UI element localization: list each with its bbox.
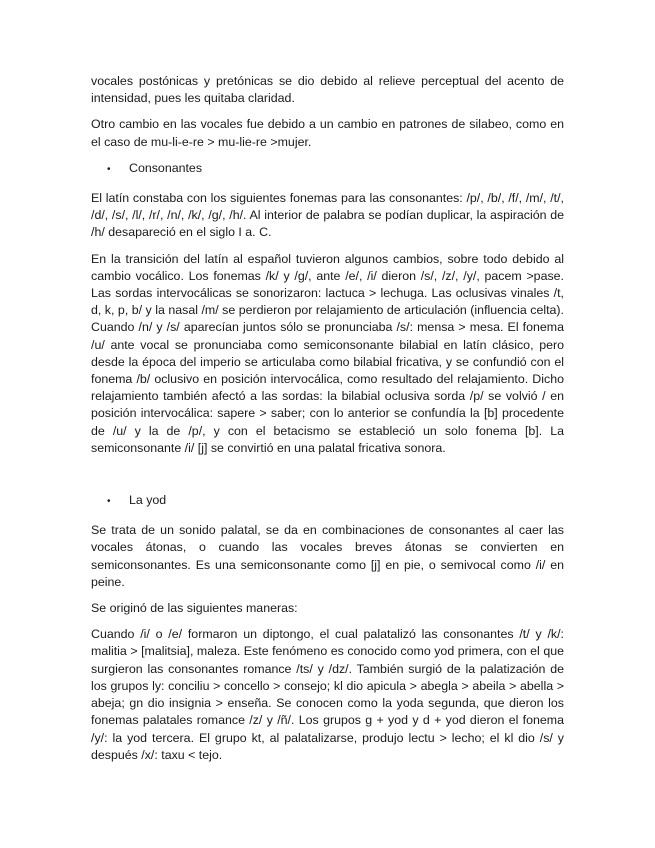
paragraph-vowels-intensity: vocales postónicas y pretónicas se dio debido al relieve perceptual del acento de intensidad, pues les quitaba claridad.: [91, 74, 564, 106]
paragraph-transition: En la transición del latín al español tuvieron algunos cambios, sobre todo debido al cambio vocálico. Los fonemas /k/ y /g/, ante /e/, /i/ dieron /s/, /z/, /y/, pacem >pase. Las sordas intervocálicas se sonorizaron: lactuca > lechuga. Las oclusivas vinales /t, d, k, p, b/ y la nasal /m/ se perdieron por relajamiento de articulación (influencia celta). Cuando /n/ y /s/ aparecían juntos sólo se pronunciaba /s/: mensa > mesa. El fonema /u/ ante vocal se pronunciaba como semiconsonante bilabial en latín clásico, pero desde la época del imperio se articulaba como bilabial fricativa, y se confundió con el fonema /b/ oclusivo en posición intervocálica, como resultado del relajamiento. Dicho relajamiento también afectó a las sordas: la bilabial oclusiva sorda /p/ se volvió / en posición intervocálica: sapere > saber; con lo anterior se confundía la [b] procedente de /u/ y la de /p/, y con el betacismo se estableció un solo fonema [b]. La semiconsonante /i/ [j] se convirtió en una palatal fricativa sonora.: [91, 251, 564, 455]
bullet-la-yod: [91, 492, 564, 510]
paragraph-yod-origins: Cuando /i/ o /e/ formaron un diptongo, el cual palatalizó las consonantes /t/ y /k/: malitia > [malitsia], maleza. Este fenómeno es conocido como yod primera, con el que surgieron las consonantes romance /ts/ y /dz/. También surgió de la palatización de los grupos ly: conciliu > concello > consejo; kl dio apicula > abegla > abeila > abella > abeja; gn dio insignia > enseña. Se conocen como la yoda segunda, que dieron los fonemas palatales romance /z/ y /ñ/. Los grupos g + yod y d + yod dieron el fonema /y/: la yod tercera. El grupo kt, al palatalizarse, produjo lectu > lecho; el kl dio /s/ y después /x/: taxu < tejo.: [91, 627, 564, 762]
paragraph-yod-origin-intro: Se originó de las siguientes maneras:: [91, 601, 298, 616]
spacer: [91, 466, 564, 492]
document-body: [91, 73, 564, 773]
bullet-label: La yod: [129, 493, 167, 508]
bullet-icon: •: [107, 496, 111, 508]
paragraph-latin-consonants: El latín constaba con los siguientes fonemas para las consonantes: /p/, /b/, /f/, /m/, /t/, /d/, /s/, /l/, /r/, /n/, /k/, /g/, /h/. Al interior de palabra se podían duplicar, la aspiración de /h/ desapareció en el siglo I a. C.: [91, 191, 564, 240]
paragraph-yod-definition: Se trata de un sonido palatal, se da en combinaciones de consonantes al caer las vocales átonas, o cuando las vocales breves átonas se convierten en semiconsonantes. Es una semiconsonante como [j] en pie, o semivocal como /i/ en peine.: [91, 523, 564, 589]
bullet-consonantes: [91, 160, 564, 178]
paragraph-syllabification: Otro cambio en las vocales fue debido a un cambio en patrones de silabeo, como en el caso de mu-li-e-re > mu-lie-re >mujer.: [91, 117, 564, 149]
bullet-label: Consonantes: [129, 160, 203, 175]
bullet-icon: •: [107, 163, 111, 175]
